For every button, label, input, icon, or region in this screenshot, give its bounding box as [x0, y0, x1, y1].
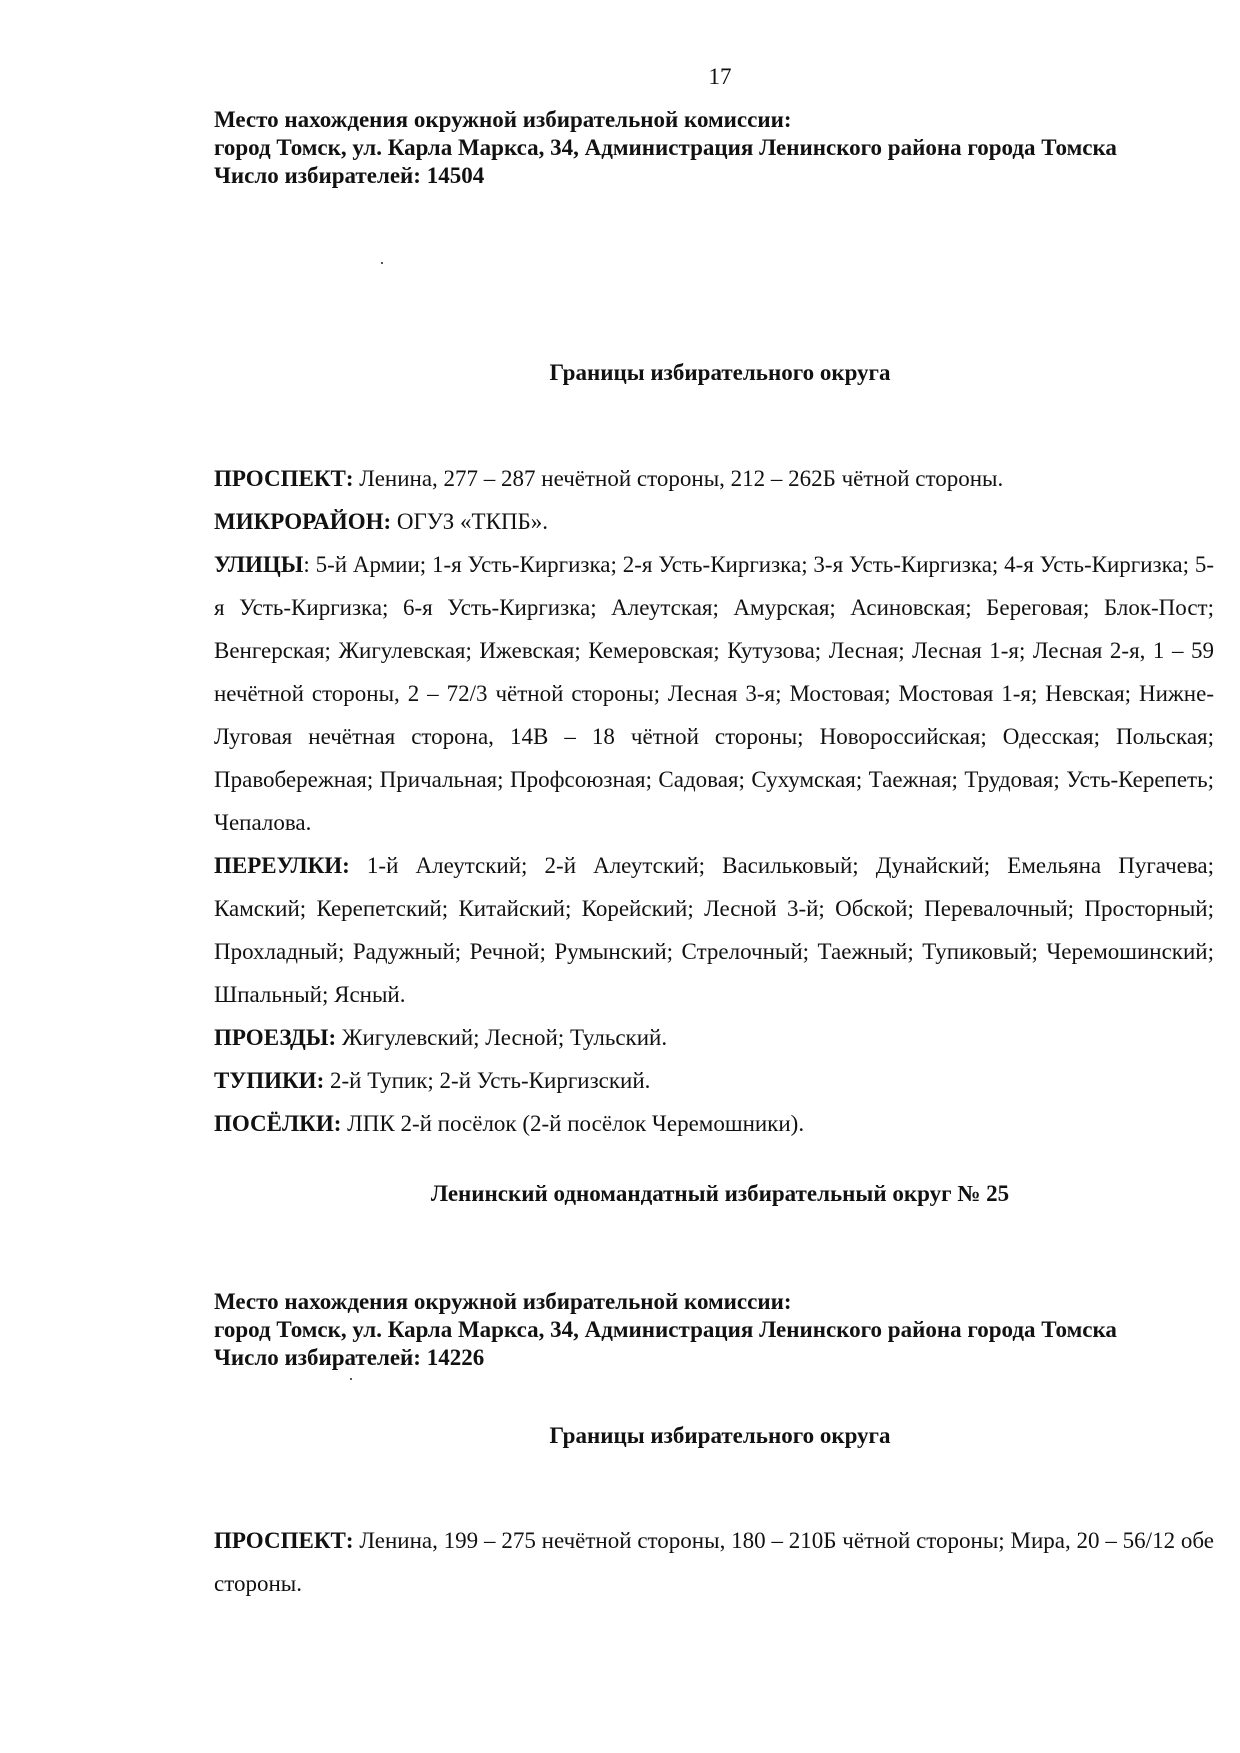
microdistrict-entry — [214, 500, 1214, 543]
lanes-entry — [214, 844, 1214, 1016]
page-number: 17 — [708, 64, 732, 89]
commission-location-label: Место нахождения окружной избирательной комиссии: — [214, 107, 792, 132]
commission-address: город Томск, ул. Карла Маркса, 34, Администрация Ленинского района города Томска — [214, 1317, 1117, 1342]
avenue-entry — [214, 1519, 1214, 1605]
commission-info-2 — [214, 1288, 1214, 1372]
commission-location-label: Место нахождения окружной избирательной комиссии: — [214, 1289, 792, 1314]
entry-text: Жигулевский; Лесной; Тульский. — [336, 1025, 668, 1050]
boundaries-list-1 — [214, 457, 1214, 1145]
voter-count: Число избирателей: 14504 — [214, 163, 485, 188]
commission-info-1 — [214, 106, 1214, 190]
boundaries-title: Границы избирательного округа — [549, 1423, 891, 1448]
entry-text: ЛПК 2-й посёлок (2-й посёлок Черемошники). — [341, 1111, 805, 1136]
entry-text: 2-й Тупик; 2-й Усть-Киргизский. — [324, 1068, 651, 1093]
entry-label: ПРОЕЗДЫ: — [214, 1025, 337, 1050]
dead-ends-entry — [214, 1059, 1214, 1102]
voter-count: Число избирателей: 14226 — [214, 1345, 485, 1370]
entry-text: ОГУЗ «ТКПБ». — [391, 509, 549, 534]
entry-label: УЛИЦЫ — [214, 552, 304, 577]
boundaries-title: Границы избирательного округа — [549, 360, 891, 385]
entry-label: ПРОСПЕКТ: — [214, 466, 354, 491]
avenue-entry — [214, 457, 1214, 500]
entry-text: Ленина, 199 – 275 нечётной стороны, 180 – 210Б чётной стороны; Мира, 20 – 56/12 обе стороны. — [214, 1528, 1214, 1596]
entry-label: ПОСЁЛКИ: — [214, 1111, 342, 1136]
district-title: Ленинский одномандатный избирательный округ № 25 — [430, 1181, 1010, 1206]
entry-label: ПЕРЕУЛКИ: — [214, 853, 350, 878]
streets-entry — [214, 543, 1214, 844]
boundaries-list-2 — [214, 1519, 1214, 1605]
entry-text: Ленина, 277 – 287 нечётной стороны, 212 – 262Б чётной стороны. — [353, 466, 1004, 491]
commission-address: город Томск, ул. Карла Маркса, 34, Администрация Ленинского района города Томска — [214, 135, 1117, 160]
entry-text: : 5-й Армии; 1-я Усть-Киргизка; 2-я Усть-Киргизка; 3-я Усть-Киргизка; 4-я Усть-Киргизка; 5-я Усть-Киргизка; 6-я Усть-Киргизка; Алеутская; Амурская; Асиновская; Береговая; Блок-Пост; Венгерская; Жигулевская; Ижевская; Кемеровская; Кутузова; Лесная; Лесная 1-я; Лесная 2-я, 1 – 59 нечётной стороны, 2 – 72/3 чётной стороны; Лесная 3-я; Мостовая; Мостовая 1-я; Невская; Нижне-Луговая нечётная сторона, 14В – 18 чётной стороны; Новороссийская; Одесская; Польская; Правобережная; Причальная; Профсоюзная; Садовая; Сухумская; Таежная; Трудовая; Усть-Керепеть; Чепалова. — [214, 552, 1214, 835]
entry-label: МИКРОРАЙОН: — [214, 509, 392, 534]
entry-label: ПРОСПЕКТ: — [214, 1528, 354, 1553]
scan-speck — [381, 262, 383, 264]
settlements-entry — [214, 1102, 1214, 1145]
scan-speck — [350, 1378, 352, 1380]
entry-label: ТУПИКИ: — [214, 1068, 325, 1093]
passages-entry — [214, 1016, 1214, 1059]
entry-text: 1-й Алеутский; 2-й Алеутский; Васильковый; Дунайский; Емельяна Пугачева; Камский; Керепетский; Китайский; Корейский; Лесной 3-й; Обской; Перевалочный; Просторный; Прохладный; Радужный; Речной; Румынский; Стрелочный; Таежный; Тупиковый; Черемошинский; Шпальный; Ясный. — [214, 853, 1214, 1007]
